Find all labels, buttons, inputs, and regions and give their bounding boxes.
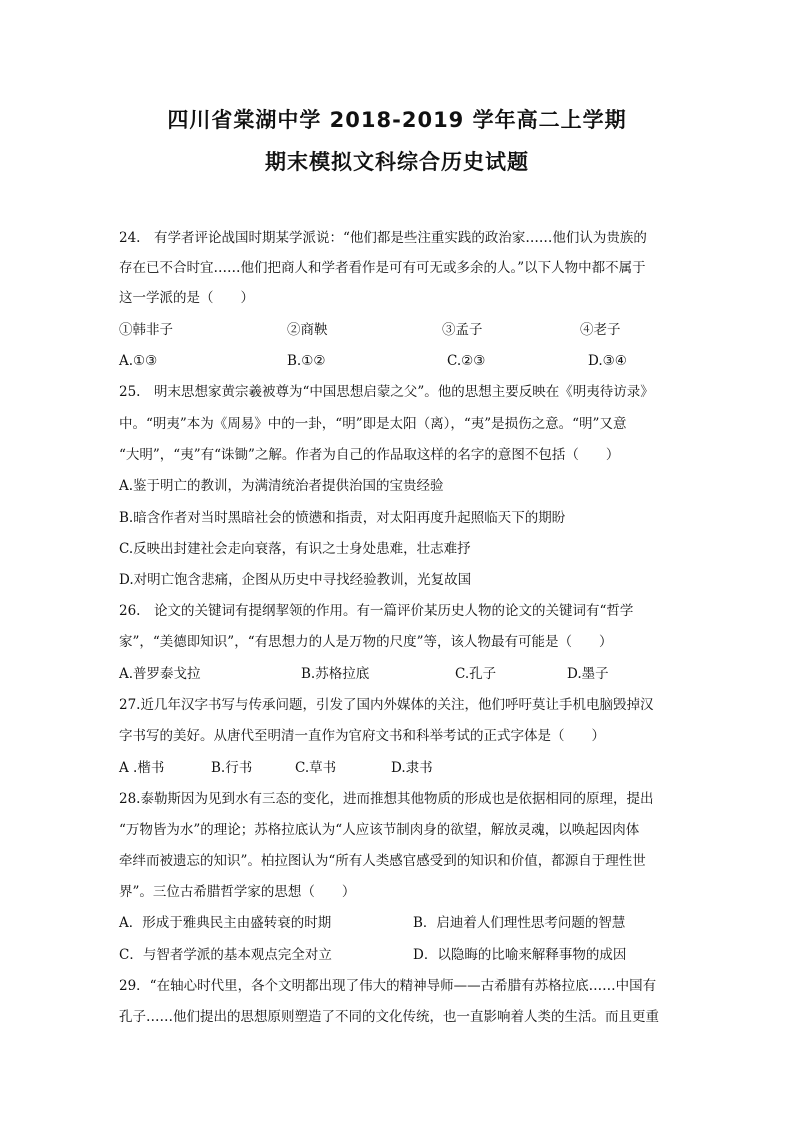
question-25-option-a: A.鉴于明亡的教训，为满清统治者提供治国的宝贵经验 <box>119 478 444 494</box>
question-26-option-d: D.墨子 <box>567 666 609 682</box>
question-26-stem-line: 26. 论文的关键词有提纲挈领的作用。有一篇评价某历史人物的论文的关键词有“哲学 <box>119 603 634 619</box>
question-24-stem-line: 存在已不合时宜……他们把商人和学者看作是可有可无或多余的人。”以下人物中都不属于 <box>119 260 646 276</box>
question-24-item: ②商鞅 <box>287 322 328 338</box>
question-24-stem-line: 24. 有学者评论战国时期某学派说：“他们都是些注重实践的政治家……他们认为贵族的 <box>119 230 647 246</box>
question-28-option-b: B．启迪着人们理性思考问题的智慧 <box>413 915 626 931</box>
question-28-stem-line: 28.泰勒斯因为见到水有三态的变化，进而推想其他物质的形成也是依据相同的原理，提出 <box>119 791 654 807</box>
question-28-option-a: A．形成于雅典民主由盛转衰的时期 <box>119 915 332 931</box>
question-26-stem-line: 家”，“美德即知识”，“有思想力的人是万物的尺度”等，该人物最有可能是（ ） <box>119 634 613 650</box>
question-26-option-c: C.孔子 <box>455 666 497 682</box>
question-28-stem-line: 界”。三位古希腊哲学家的思想（ ） <box>119 884 356 900</box>
question-24-item: ④老子 <box>580 322 621 338</box>
question-27-option-a: A .楷书 <box>119 760 165 776</box>
question-28-stem-line: 牵绊而被遗忘的知识”。柏拉图认为“所有人类感官感受到的知识和价值，都源自于理性世 <box>119 853 646 869</box>
question-26-option-a: A.普罗泰戈拉 <box>119 666 201 682</box>
question-28-stem-line: “万物皆为水”的理论；苏格拉底认为“人应该节制肉身的欲望，解放灵魂，以唤起因肉体 <box>119 822 640 838</box>
question-27-option-d: D.隶书 <box>391 760 433 776</box>
question-25-option-c: C.反映出封建社会走向衰落，有识之士身处患难，壮志难抒 <box>119 541 471 557</box>
exam-title-line2: 期末模拟文科综合历史试题 <box>265 150 529 174</box>
question-26-option-b: B.苏格拉底 <box>301 666 370 682</box>
question-24-option-d: D.③④ <box>588 353 627 369</box>
question-28-option-d: D．以隐晦的比喻来解释事物的成因 <box>413 947 627 963</box>
question-27-option-c: C.草书 <box>295 760 337 776</box>
exam-title-line1: 四川省棠湖中学 2018-2019 学年高二上学期 <box>167 108 627 132</box>
question-24-option-c: C.②③ <box>447 353 486 369</box>
question-24-option-a: A.①③ <box>119 353 158 369</box>
question-25-stem-line: “大明”，“夷”有“诛锄”之解。作者为自己的作品取这样的名字的意图不包括（ ） <box>119 447 620 463</box>
question-24-stem-line: 这一学派的是（ ） <box>119 290 254 306</box>
question-27-stem-line: 字书写的美好。从唐代至明清一直作为官府文书和科举考试的正式字体是（ ） <box>119 728 605 744</box>
question-24-option-b: B.①② <box>287 353 326 369</box>
question-25-option-b: B.暗含作者对当时黑暗社会的愤懑和指责，对太阳再度升起照临天下的期盼 <box>119 510 566 526</box>
question-24-item: ③孟子 <box>442 322 483 338</box>
question-29-stem-line: 29．“在轴心时代里，各个文明都出现了伟大的精神导师——古希腊有苏格拉底……中国有 <box>119 978 657 994</box>
question-25-stem-line: 中。“明夷”本为《周易》中的一卦，“明”即是太阳（离），“夷”是损伤之意。“明”又意 <box>119 416 627 432</box>
question-28-option-c: C．与智者学派的基本观点完全对立 <box>119 947 332 963</box>
question-29-stem-line: 孔子……他们提出的思想原则塑造了不同的文化传统，也一直影响着人类的生活。而且更重 <box>119 1009 659 1025</box>
question-27-stem-line: 27.近几年汉字书写与传承问题，引发了国内外媒体的关注，他们呼吁莫让手机电脑毁掉汉 <box>119 697 654 713</box>
question-25-stem-line: 25. 明末思想家黄宗羲被尊为“中国思想启蒙之父”。他的思想主要反映在《明夷待访录》 <box>119 384 654 400</box>
question-27-option-b: B.行书 <box>211 760 253 776</box>
question-24-item: ①韩非子 <box>119 322 173 338</box>
question-25-option-d: D.对明亡饱含悲痛，企图从历史中寻找经验教训，光复故国 <box>119 572 472 588</box>
